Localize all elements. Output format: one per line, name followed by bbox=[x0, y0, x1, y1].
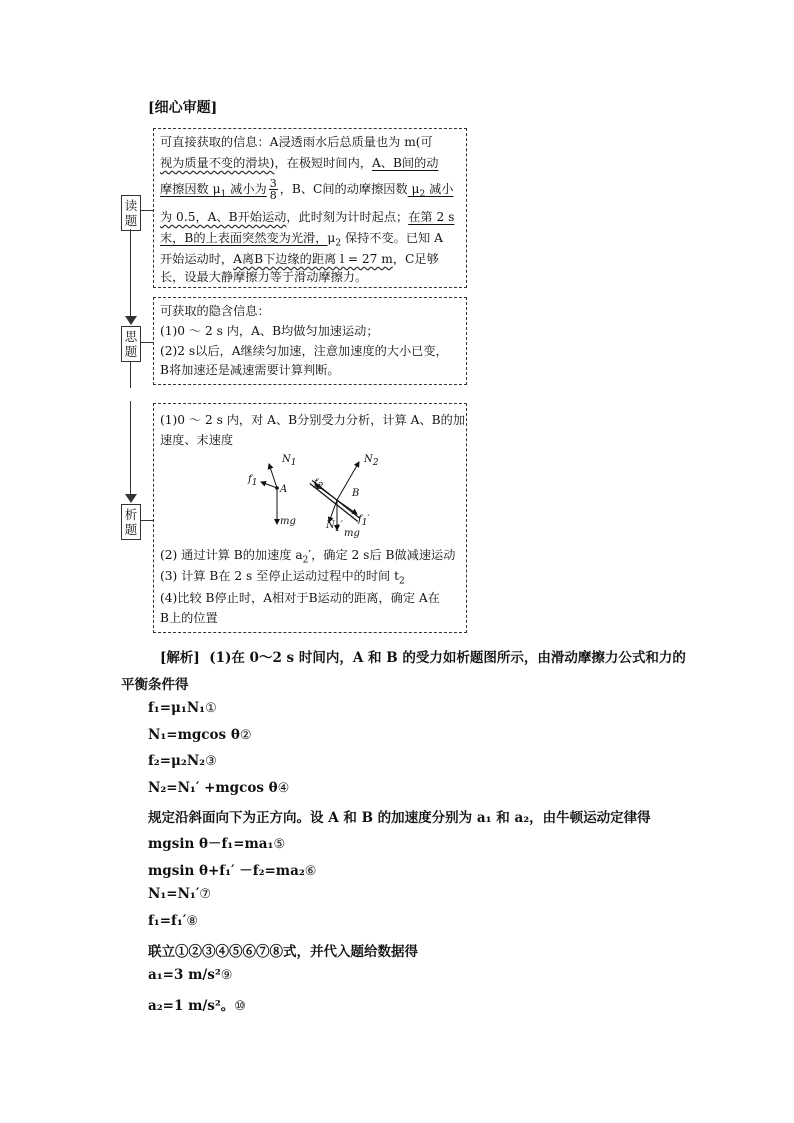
label-n1-prime bbox=[326, 520, 343, 534]
solution-intro-text: (1)在 0～2 s 时间内，A 和 B 的受力如析题图所示，由滑动摩擦力公式和力的 bbox=[209, 650, 686, 666]
section-heading: [细心审题] bbox=[148, 100, 218, 116]
highlight-2s: 在第 2 s bbox=[408, 210, 455, 224]
mu2-subscript: 2 bbox=[419, 189, 426, 200]
connector-think-box bbox=[141, 342, 153, 343]
side-label-read-char-2: 题 bbox=[124, 213, 138, 228]
text-segment: ，B、C间的动摩擦因数 bbox=[279, 182, 408, 196]
text-segment: (2) 通过计算 B的加速度 a bbox=[160, 548, 303, 562]
equation-7 bbox=[148, 886, 211, 902]
equation-6-number: ⑥ bbox=[304, 864, 317, 879]
label-f2-sub: 2 bbox=[317, 482, 324, 492]
text-mu2: μ bbox=[407, 182, 420, 196]
equation-10 bbox=[148, 994, 246, 1014]
hidden-info-line-3: (2)2 s以后，A继续匀加速，注意加速度的大小已变， bbox=[160, 344, 448, 358]
equation-1-text: f₁=μ₁N₁ bbox=[148, 700, 206, 716]
solution-tag: [解析] bbox=[160, 650, 200, 666]
label-n1-sub: 1 bbox=[290, 458, 297, 468]
arrow-down-icon bbox=[125, 494, 137, 504]
equation-6 bbox=[148, 859, 316, 879]
label-f1-sub: 1 bbox=[251, 478, 258, 488]
direct-info-line-7: 长，设最大静摩擦力等于滑动摩擦力。 bbox=[160, 270, 368, 284]
label-f1 bbox=[248, 474, 257, 488]
equation-9-number: ⑨ bbox=[220, 968, 233, 983]
equation-3-text: f₂=μ₂N₂ bbox=[148, 753, 206, 769]
label-b: B bbox=[352, 488, 360, 499]
fraction-numerator: 3 bbox=[269, 177, 277, 190]
equation-3 bbox=[148, 753, 217, 769]
arrow-f1 bbox=[261, 482, 277, 488]
analysis-line-5: (4)比较 B停止时，A相对于B运动的距离，确定 A在 bbox=[160, 591, 440, 605]
text-segment: (3) 计算 B在 2 s 至停止运动过程中的时间 t bbox=[160, 569, 399, 583]
equation-6-text: mgsin θ+f₁′ －f₂=ma₂ bbox=[148, 863, 305, 879]
text-segment: ，C足够 bbox=[392, 252, 439, 266]
label-n1 bbox=[282, 454, 296, 468]
label-f1p-prime: ′ bbox=[367, 514, 370, 525]
equation-7-text: N₁=N₁′ bbox=[148, 886, 200, 902]
hidden-info-box bbox=[153, 297, 467, 385]
label-n1p-prime: ′ bbox=[340, 520, 343, 531]
equation-1 bbox=[148, 700, 217, 716]
text-mu1: 摩擦因数 μ bbox=[160, 182, 221, 196]
analysis-line-4 bbox=[160, 568, 405, 590]
side-label-analyze-char-1: 析 bbox=[124, 507, 138, 522]
text-segment: ，在极短时间内， bbox=[274, 156, 372, 170]
label-a: A bbox=[280, 484, 288, 495]
mu1-subscript: 1 bbox=[220, 189, 227, 200]
equation-5 bbox=[148, 832, 285, 852]
equation-4-text: N₂=N₁′ +mgcos θ bbox=[148, 780, 278, 796]
equation-8-text: f₁=f₁′ bbox=[148, 913, 187, 929]
highlight-start-motion: 为 0.5，A、B开始运动 bbox=[160, 210, 287, 224]
side-label-think bbox=[121, 326, 141, 362]
solution-intro-line-2: 平衡条件得 bbox=[121, 677, 189, 693]
arrow-down-icon bbox=[125, 316, 137, 326]
text-segment: 保持不变。已知 A bbox=[341, 231, 443, 245]
text-segment: 减小为 bbox=[226, 182, 267, 196]
side-label-analyze bbox=[121, 504, 141, 540]
text-segment: 减小 bbox=[425, 182, 454, 196]
arrow-n1 bbox=[269, 464, 277, 488]
equation-9-text: a₁=3 m/s² bbox=[148, 967, 221, 983]
label-f1-text: f bbox=[248, 474, 252, 485]
label-n1p-text: N bbox=[326, 520, 335, 531]
equation-8-number: ⑧ bbox=[186, 914, 198, 929]
text-mu2: μ bbox=[327, 231, 336, 245]
side-label-analyze-char-2: 题 bbox=[124, 522, 138, 537]
connector-read-think bbox=[130, 229, 131, 323]
hidden-info-line-4: B将加速还是减速需要计算判断。 bbox=[160, 363, 340, 377]
direct-info-line-2 bbox=[160, 155, 438, 172]
analysis-line-2: 速度、末速度 bbox=[160, 433, 234, 447]
connector-think-down bbox=[130, 362, 131, 388]
equation-9 bbox=[148, 967, 232, 983]
connector-read-box bbox=[141, 210, 153, 211]
equation-10-text: a₂=1 m/s²。 bbox=[148, 998, 235, 1014]
force-diagram bbox=[239, 450, 409, 540]
label-mg-b: mg bbox=[344, 528, 360, 539]
equation-5-text: mgsin θ－f₁=ma₁ bbox=[148, 836, 274, 852]
equation-10-number: ⑩ bbox=[234, 999, 246, 1014]
side-label-read bbox=[121, 195, 141, 231]
connector-analyze-box bbox=[141, 520, 153, 521]
label-f1p-sub: 1 bbox=[361, 518, 368, 528]
label-n2 bbox=[364, 454, 378, 468]
highlight-mass-constant: 视为质量不变的滑块) bbox=[160, 156, 275, 170]
label-n2-sub: 2 bbox=[372, 458, 379, 468]
highlight-mu2 bbox=[407, 182, 454, 200]
t2-subscript: 2 bbox=[399, 576, 405, 587]
direct-info-line-4 bbox=[160, 209, 454, 226]
side-label-think-char-1: 思 bbox=[124, 329, 138, 344]
analysis-line-1: (1)0 ～ 2 s 内，对 A、B分别受力分析，计算 A、B的加 bbox=[160, 413, 465, 427]
label-f2-text: f bbox=[314, 478, 318, 489]
diagram-a bbox=[261, 464, 279, 524]
equation-2-text: N₁=mgcos θ bbox=[148, 727, 240, 743]
hidden-info-line-2: (1)0 ～ 2 s 内，A、B均做匀加速运动； bbox=[160, 324, 379, 338]
label-f1-prime bbox=[358, 514, 370, 528]
side-label-read-char-1: 读 bbox=[124, 198, 138, 213]
equation-4 bbox=[148, 780, 289, 796]
text-segment: ，此时刻为计时起点； bbox=[286, 210, 409, 224]
direct-info-line-1: 可直接获取的信息：A浸透雨水后总质量也为 m(可 bbox=[160, 135, 433, 149]
direct-info-line-6 bbox=[160, 251, 439, 268]
label-f1p-text: f bbox=[358, 514, 362, 525]
direct-info-line-3 bbox=[160, 176, 453, 207]
text-segment: ′，确定 2 s后 B做减速运动 bbox=[308, 548, 456, 562]
label-mg-a: mg bbox=[280, 516, 296, 527]
equation-8 bbox=[148, 913, 198, 929]
highlight-smooth: 末，B的上表面突然变为光滑， bbox=[160, 231, 328, 245]
connector-think-analyze bbox=[130, 401, 131, 499]
label-f2 bbox=[314, 478, 323, 492]
equation-2 bbox=[148, 727, 251, 743]
mu2-subscript: 2 bbox=[335, 238, 342, 249]
highlight-ab-friction: A、B间的动 bbox=[371, 156, 439, 170]
equation-5-number: ⑤ bbox=[273, 837, 286, 852]
solution-text-3: 联立①②③④⑤⑥⑦⑧式，并代入题给数据得 bbox=[148, 944, 418, 960]
a2-subscript: 2 bbox=[302, 555, 309, 566]
equation-1-number: ① bbox=[205, 701, 217, 716]
hidden-info-line-1: 可获取的隐含信息： bbox=[160, 304, 270, 318]
equation-7-number: ⑦ bbox=[199, 887, 212, 902]
label-n2-text: N bbox=[364, 454, 373, 465]
solution-text-2: 规定沿斜面向下为正方向。设 A 和 B 的加速度分别为 a₁ 和 a₂，由牛顿运动定律得 bbox=[148, 810, 651, 826]
highlight-distance: A离B下边缘的距离 l = 27 m bbox=[233, 252, 393, 266]
label-n1-text: N bbox=[282, 454, 291, 465]
equation-2-number: ② bbox=[239, 728, 252, 743]
analysis-box bbox=[153, 403, 467, 633]
arrow-n1-prime bbox=[329, 500, 337, 522]
equation-4-number: ④ bbox=[277, 781, 290, 796]
fraction-denominator: 8 bbox=[269, 189, 277, 202]
label-n1p-sub: 1 bbox=[334, 524, 341, 534]
highlight-mu1 bbox=[160, 177, 280, 202]
fraction-three-eighths bbox=[269, 178, 278, 201]
analysis-line-6: B上的位置 bbox=[160, 611, 218, 625]
text-segment: 开始运动时， bbox=[160, 252, 234, 266]
solution-intro-line-1 bbox=[160, 646, 686, 666]
analysis-line-3 bbox=[160, 547, 455, 569]
direct-info-line-5 bbox=[160, 230, 443, 252]
side-label-think-char-2: 题 bbox=[124, 344, 138, 359]
equation-3-number: ③ bbox=[205, 754, 217, 769]
direct-info-box bbox=[153, 128, 467, 288]
